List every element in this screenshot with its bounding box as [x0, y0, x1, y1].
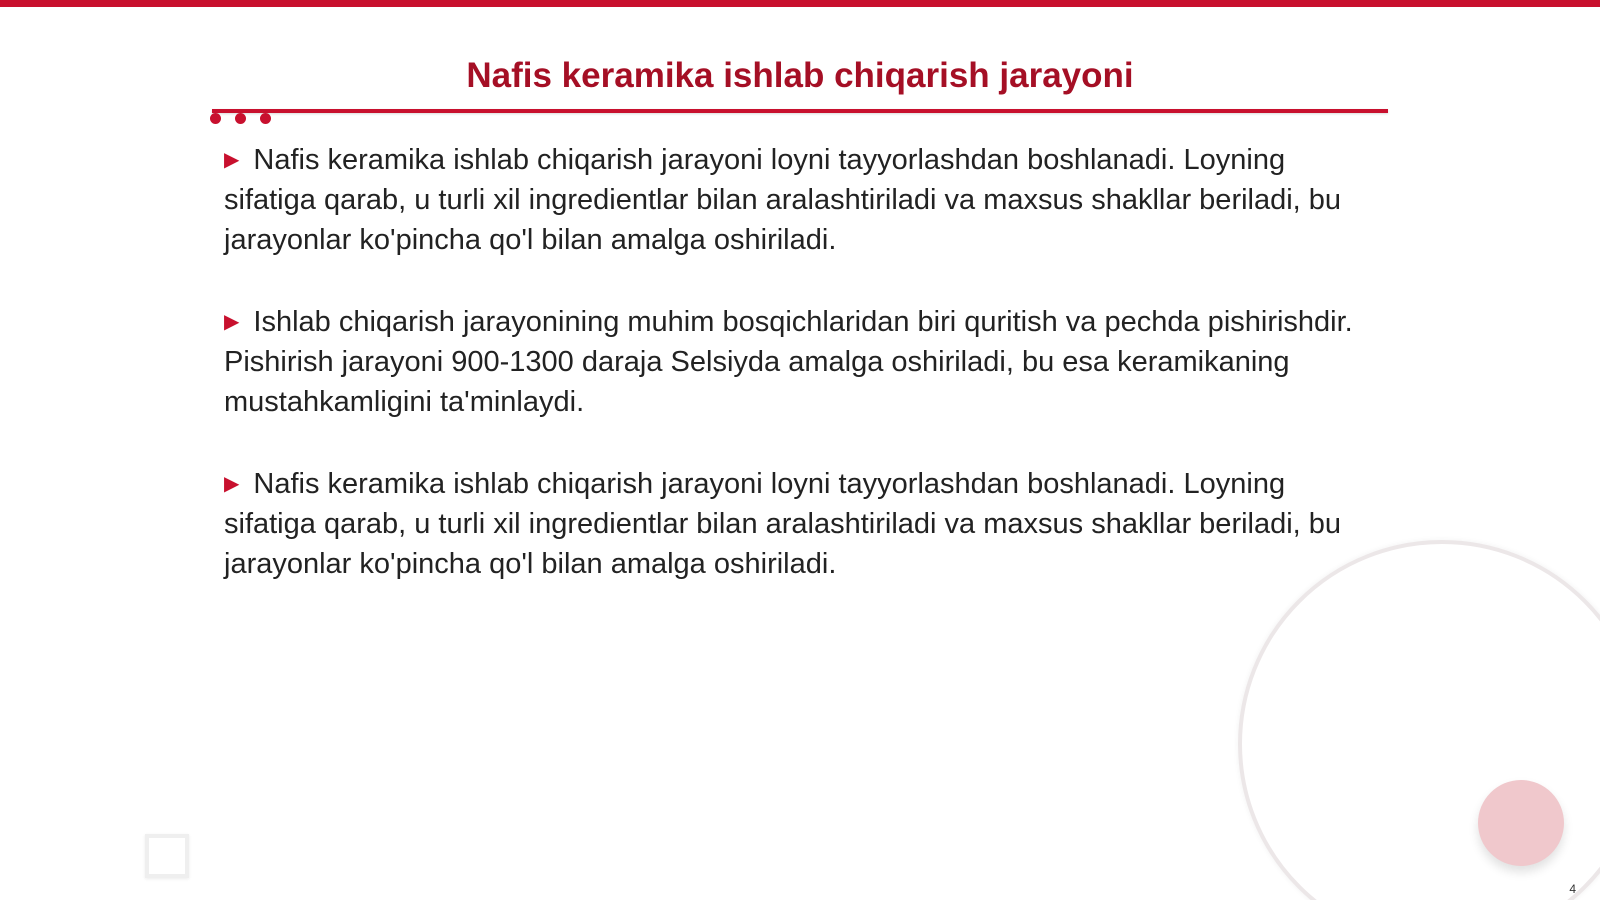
triangle-bullet-icon: ▶ — [224, 311, 240, 333]
decor-dot-3 — [260, 113, 271, 124]
bullet-text: Ishlab chiqarish jarayonining muhim bosqichlaridan biri quritish va pechda pishirishdir. Pishirish jarayoni 900-1300 daraja Selsiyda amalga oshiriladi, bu esa keramikaning mustahkamligini ta'minlaydi. — [224, 306, 1353, 418]
bullet-text: Nafis keramika ishlab chiqarish jarayoni loyni tayyorlashdan boshlanadi. Loyning sifatiga qarab, u turli xil ingredientlar bilan aralashtiriladi va maxsus shakllar beriladi, bu jarayonlar ko'pincha qo'l bilan amalga oshiriladi. — [224, 468, 1342, 580]
bullet-item — [224, 302, 1374, 422]
decor-dot-1 — [210, 113, 221, 124]
slide-title: Nafis keramika ishlab chiqarish jarayoni — [466, 56, 1134, 95]
triangle-bullet-icon: ▶ — [224, 149, 240, 171]
bullet-item — [224, 140, 1374, 260]
decor-pink-circle — [1478, 780, 1564, 866]
decor-dot-2 — [235, 113, 246, 124]
bullet-list — [224, 140, 1374, 626]
triangle-bullet-icon: ▶ — [224, 473, 240, 495]
decor-square — [145, 834, 189, 878]
title-underline — [212, 109, 1388, 113]
bullet-item — [224, 464, 1374, 584]
page-number: 4 — [1569, 882, 1576, 896]
bullet-text: Nafis keramika ishlab chiqarish jarayoni loyni tayyorlashdan boshlanadi. Loyning sifatiga qarab, u turli xil ingredientlar bilan aralashtiriladi va maxsus shakllar beriladi, bu jarayonlar ko'pincha qo'l bilan amalga oshiriladi. — [224, 144, 1342, 256]
top-accent-bar — [0, 0, 1600, 7]
